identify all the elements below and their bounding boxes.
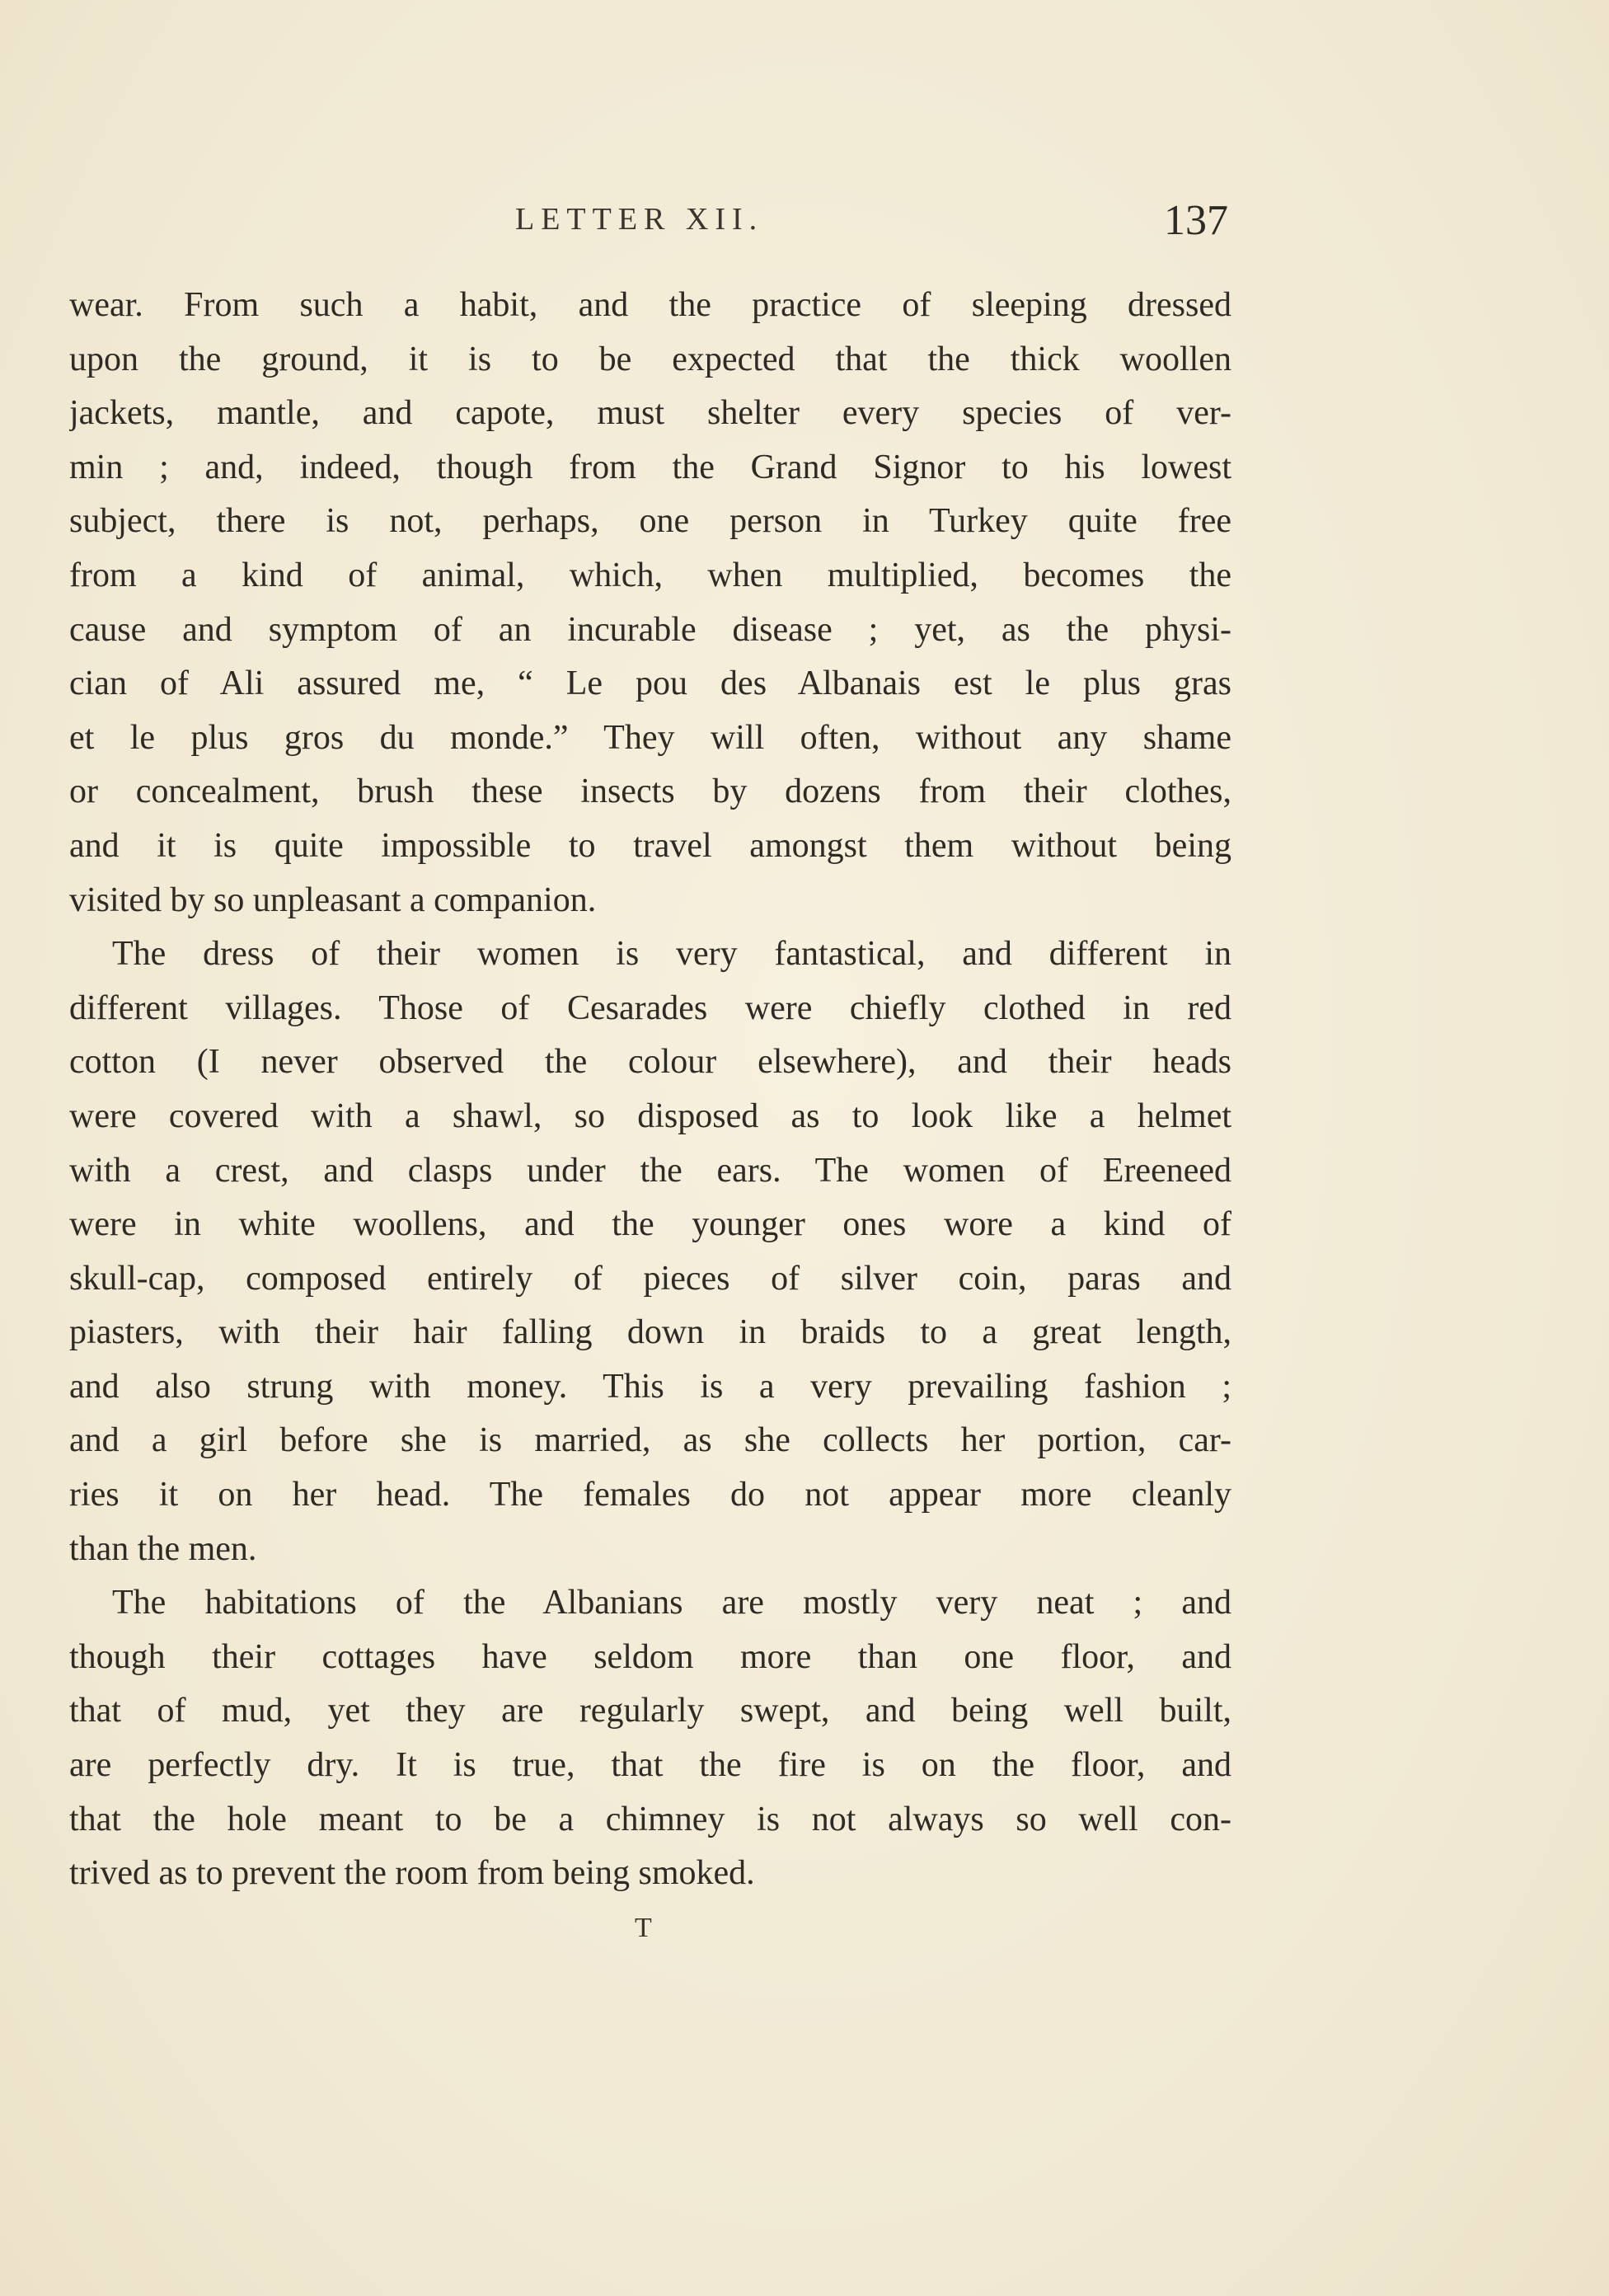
text-line: and a girl before she is married, as she collects her portion, car-: [69, 1421, 1231, 1460]
text-line: jackets, mantle, and capote, must shelter every species of ver-: [69, 394, 1231, 433]
text-line: cause and symptom of an incurable disease ; yet, as the physi-: [69, 610, 1231, 649]
text-line: subject, there is not, perhaps, one person in Turkey quite free: [69, 502, 1231, 541]
text-line: and it is quite impossible to travel amongst them without being: [69, 826, 1231, 865]
running-title: LETTER XII.: [515, 202, 764, 237]
text-line: or concealment, brush these insects by dozens from their clothes,: [69, 772, 1231, 811]
text-line: et le plus gros du monde.” They will often, without any shame: [69, 718, 1231, 757]
text-line: than the men.: [69, 1529, 257, 1568]
text-line: min ; and, indeed, though from the Grand Signor to his lowest: [69, 448, 1231, 486]
text-line: that the hole meant to be a chimney is not always so well con-: [69, 1800, 1231, 1838]
text-line: with a crest, and clasps under the ears. The women of Ereeneed: [69, 1151, 1231, 1190]
text-line: The habitations of the Albanians are mostly very neat ; and: [112, 1584, 1231, 1622]
signature-mark: T: [635, 1913, 652, 1943]
text-line: cian of Ali assured me, “ Le pou des Albanais est le plus gras: [69, 664, 1231, 703]
page-number: 137: [1164, 197, 1228, 244]
text-line: though their cottages have seldom more than one floor, and: [69, 1637, 1231, 1676]
text-line: that of mud, yet they are regularly swept, and being well built,: [69, 1692, 1231, 1730]
text-line: visited by so unpleasant a companion.: [69, 880, 597, 919]
text-line: trived as to prevent the room from being smoked.: [69, 1854, 755, 1893]
text-line: cotton (I never observed the colour elsewhere), and their heads: [69, 1043, 1231, 1082]
text-line: wear. From such a habit, and the practice of sleeping dressed: [69, 286, 1231, 324]
text-line: skull-cap, composed entirely of pieces of silver coin, paras and: [69, 1259, 1231, 1298]
text-line: from a kind of animal, which, when multiplied, becomes the: [69, 556, 1231, 594]
running-head: [0, 196, 1609, 246]
text-line: The dress of their women is very fantastical, and different in: [112, 935, 1231, 974]
text-line: different villages. Those of Cesarades were chiefly clothed in red: [69, 988, 1231, 1027]
text-line: were covered with a shawl, so disposed as to look like a helmet: [69, 1096, 1231, 1135]
text-line: ries it on her head. The females do not appear more cleanly: [69, 1476, 1231, 1514]
text-line: are perfectly dry. It is true, that the fire is on the floor, and: [69, 1746, 1231, 1785]
text-line: and also strung with money. This is a very prevailing fashion ;: [69, 1367, 1231, 1406]
text-line: were in white woollens, and the younger ones wore a kind of: [69, 1205, 1231, 1244]
text-line: upon the ground, it is to be expected that the thick woollen: [69, 340, 1231, 378]
body-text: [69, 279, 1231, 1901]
text-line: piasters, with their hair falling down in braids to a great length,: [69, 1313, 1231, 1352]
